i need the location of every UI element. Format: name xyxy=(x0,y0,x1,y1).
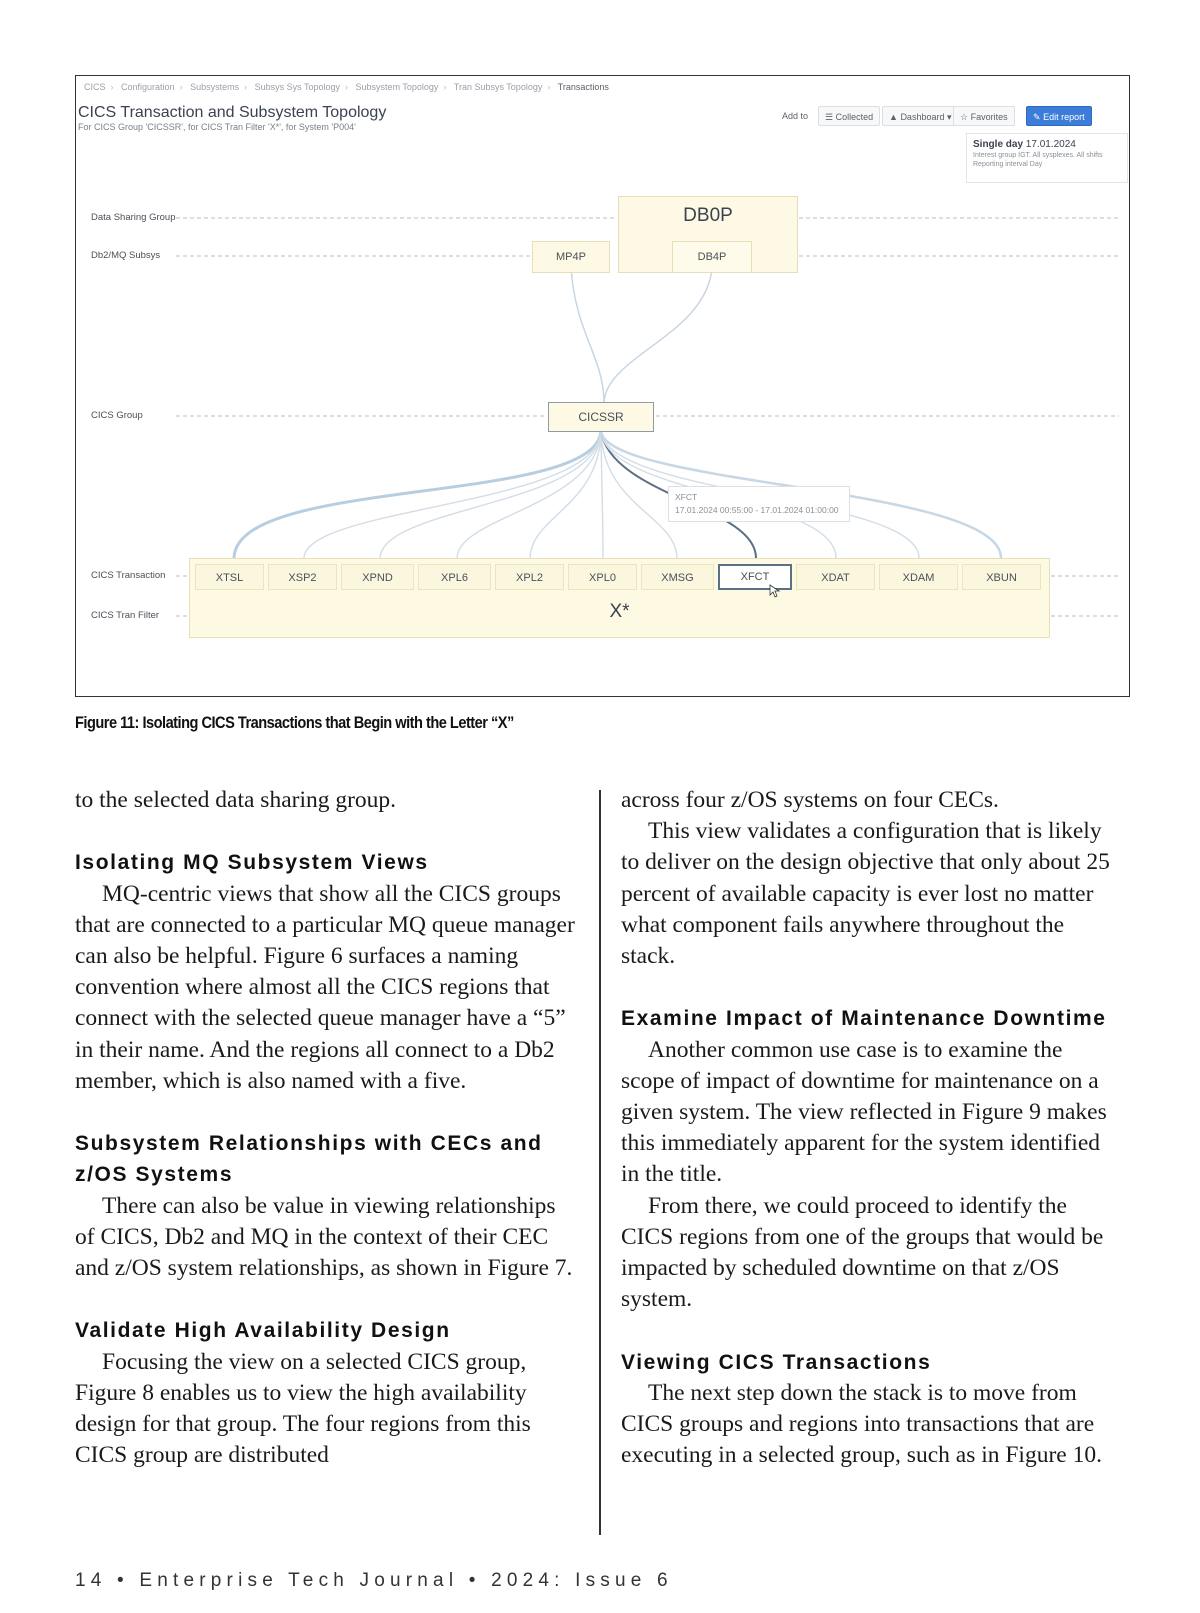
db2-node-db4p[interactable]: DB4P xyxy=(672,241,752,273)
transaction-xsp2[interactable]: XSP2 xyxy=(268,564,337,590)
mq-node-mp4p[interactable]: MP4P xyxy=(532,241,610,273)
breadcrumb-item[interactable]: CICS xyxy=(84,82,106,92)
breadcrumb-current: Transactions xyxy=(557,82,609,92)
tran-filter-label: X* xyxy=(609,601,630,622)
section-heading: Viewing CICS Transactions xyxy=(621,1350,932,1374)
report-subtitle: For CICS Group 'CICSSR', for CICS Tran Filter 'X*', for System 'P004' xyxy=(78,122,356,132)
single-day-label: Single day xyxy=(973,139,1024,150)
breadcrumb-separator-icon: › xyxy=(110,82,114,92)
paragraph: The next step down the stack is to move from CICS groups and regions into transactions that are executing in a selected group, such as in Figure 10. xyxy=(621,1379,1102,1469)
transaction-row xyxy=(195,564,1046,590)
edit-icon: ✎ xyxy=(1033,112,1041,122)
transaction-xpl0[interactable]: XPL0 xyxy=(568,564,637,590)
star-icon: ☆ xyxy=(960,112,969,122)
reporting-interval-text: Reporting interval Day xyxy=(973,161,1043,168)
breadcrumb-item[interactable]: Tran Subsys Topology xyxy=(453,82,543,92)
transaction-tooltip xyxy=(668,486,850,522)
transaction-xdat[interactable]: XDAT xyxy=(796,564,875,590)
transaction-xdam[interactable]: XDAM xyxy=(879,564,958,590)
journal-name: Enterprise Tech Journal xyxy=(139,1570,459,1591)
list-icon: ☰ xyxy=(825,112,834,122)
paragraph: This view validates a configuration that is likely to deliver on the design objective that only about 25 percent of available capacity is ever lost no matter what component fails anywhere throughout the stack. xyxy=(621,818,1110,970)
paragraph: across four z/OS systems on four CECs. xyxy=(621,787,999,813)
report-title: CICS Transaction and Subsystem Topology xyxy=(78,104,387,121)
column-divider xyxy=(599,790,601,1535)
link-group-xsp2 xyxy=(304,431,601,558)
issue-label: 2024: Issue 6 xyxy=(491,1570,673,1591)
paragraph: Focusing the view on a selected CICS group, Figure 8 enables us to view the high availability design for that group. The four regions from this CICS group are distributed xyxy=(75,1348,531,1469)
transaction-xpl6[interactable]: XPL6 xyxy=(418,564,491,590)
transaction-xfct[interactable]: XFCT xyxy=(718,564,792,590)
edit-report-label: Edit report xyxy=(1043,112,1085,122)
page-number: 14 xyxy=(75,1570,107,1591)
bullet-separator: • xyxy=(117,1570,140,1591)
section-heading: Subsystem Relationships with CECs and z/OS Systems xyxy=(75,1132,543,1187)
breadcrumb-separator-icon: › xyxy=(443,82,447,92)
favorites-label: Favorites xyxy=(970,112,1008,122)
cics-group-node-cicssr[interactable]: CICSSR xyxy=(548,402,654,432)
collected-label: Collected xyxy=(835,112,874,122)
transaction-xpnd[interactable]: XPND xyxy=(341,564,414,590)
breadcrumb-separator-icon: › xyxy=(179,82,183,92)
row-label-cics-group: CICS Group xyxy=(91,410,143,421)
transaction-xmsg[interactable]: XMSG xyxy=(641,564,714,590)
link-group-xpl6 xyxy=(457,431,601,558)
breadcrumb-item[interactable]: Subsystems xyxy=(190,82,240,92)
row-label-data-sharing-group: Data Sharing Group xyxy=(91,212,176,223)
page-footer xyxy=(75,1570,673,1592)
row-label-cics-transaction: CICS Transaction xyxy=(91,570,166,581)
row-label-db2-mq-subsys: Db2/MQ Subsys xyxy=(91,250,161,261)
bullet-separator: • xyxy=(468,1570,492,1591)
link-db2-group xyxy=(604,268,712,404)
tran-filter-container xyxy=(189,558,1050,638)
figure-screenshot xyxy=(75,75,1130,697)
link-mq-group xyxy=(571,268,604,404)
tooltip-time: 17.01.2024 00:55:00 - 17.01.2024 01:00:00 xyxy=(675,505,839,515)
paragraph: Another common use case is to examine the scope of impact of downtime for maintenance on a given system. The view reflected in Figure 9 makes this immediately apparent for the system identified in the title. xyxy=(621,1036,1107,1188)
paragraph: There can also be value in viewing relationships of CICS, Db2 and MQ in the context of their CEC and z/OS system relationships, as shown in Figure 7. xyxy=(75,1192,573,1282)
right-column xyxy=(621,785,1121,1471)
caret-down-icon: ▾ xyxy=(946,112,952,122)
breadcrumb-separator-icon: › xyxy=(345,82,349,92)
paragraph: MQ-centric views that show all the CICS groups that are connected to a particular MQ queue manager can also be helpful. Figure 6 surfaces a naming convention where almost all the CICS regions that connect with the selected queue manager have a “5” in their name. And the regions all connect to a Db2 member, which is also named with a five. xyxy=(75,880,575,1094)
breadcrumb-separator-icon: › xyxy=(244,82,248,92)
link-group-xtsl xyxy=(234,431,601,558)
section-heading: Isolating MQ Subsystem Views xyxy=(75,851,429,875)
report-date: 17.01.2024 xyxy=(1025,139,1076,150)
transaction-xpl2[interactable]: XPL2 xyxy=(495,564,564,590)
dashboard-label: Dashboard xyxy=(900,112,945,122)
breadcrumb-item[interactable]: Configuration xyxy=(121,82,175,92)
breadcrumb-separator-icon: › xyxy=(547,82,551,92)
transaction-xtsl[interactable]: XTSL xyxy=(195,564,264,590)
mouse-pointer-icon xyxy=(769,584,781,598)
left-column xyxy=(75,785,575,1471)
figure-caption: Figure 11: Isolating CICS Transactions that Begin with the Letter “X” xyxy=(75,713,514,732)
paragraph: From there, we could proceed to identify the CICS regions from one of the groups that would be impacted by scheduled downtime on that z/OS system. xyxy=(621,1192,1104,1313)
row-label-cics-tran-filter: CICS Tran Filter xyxy=(91,610,160,621)
dashboard-icon: ▲ xyxy=(889,112,898,122)
transaction-xbun[interactable]: XBUN xyxy=(962,564,1041,590)
paragraph: to the selected data sharing group. xyxy=(75,787,397,813)
section-heading: Validate High Availability Design xyxy=(75,1319,451,1343)
tooltip-title: XFCT xyxy=(675,492,698,502)
section-heading: Examine Impact of Maintenance Downtime xyxy=(621,1007,1107,1031)
breadcrumb-item[interactable]: Subsystem Topology xyxy=(355,82,439,92)
add-to-label: Add to xyxy=(782,111,809,121)
dsg-node-label: DB0P xyxy=(683,205,733,226)
interest-group-text: Interest group IGT. All sysplexes. All shifts xyxy=(973,152,1103,159)
breadcrumb-item[interactable]: Subsys Sys Topology xyxy=(254,82,341,92)
